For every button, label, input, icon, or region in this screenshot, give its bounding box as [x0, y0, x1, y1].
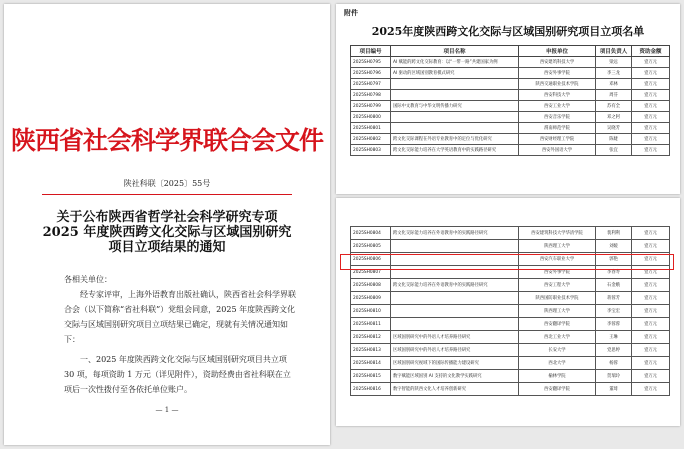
applicant-unit-cell: 西北大学	[519, 357, 596, 370]
project-name-cell	[391, 240, 519, 253]
project-number-cell: 2025SH0815	[351, 370, 391, 383]
funding-amount-cell: 壹万元	[632, 90, 670, 101]
funding-amount-cell: 壹万元	[632, 112, 670, 123]
funding-amount-cell: 壹万元	[632, 101, 670, 112]
body-paragraph-2: 一、2025 年度陕西跨文化交际与区域国别研究项目共立项 30 项，每项资助 1 万元（详见附件），资助经费由省社科联在立项后一次性拨付至各依托单位账户。	[64, 355, 291, 394]
project-lead-cell: 邓林	[596, 79, 632, 90]
project-lead-cell: 周芬	[596, 90, 632, 101]
document-number: 陕社科联〔2025〕55号	[123, 179, 211, 188]
applicant-unit-cell: 西安翻译学院	[519, 383, 596, 396]
project-number-cell: 2025SH0812	[351, 331, 391, 344]
table-row	[351, 145, 670, 156]
applicant-unit-cell: 西安科技大学	[519, 90, 596, 101]
applicant-unit-cell: 西安汽车职业大学	[519, 253, 596, 266]
project-name-cell: 数字赋能区域国别 AI 支持的文化教学实践研究	[391, 370, 519, 383]
body-paragraph-1: 经专家评审，上海外语教育出版社确认，陕西省社会科学界联合会（以下简称“省社科联”）党组会同意，2025 年度陕西跨文化交际与区域国别研究项目立项结果已确定，现就有关情况通知如下：	[64, 290, 296, 344]
red-divider-line	[42, 194, 292, 195]
funding-amount-cell: 壹万元	[632, 253, 670, 266]
project-name-cell	[391, 112, 519, 123]
project-name-cell: 区域国别研究中的外语人才培养路径研究	[391, 331, 519, 344]
project-lead-cell: 王琳	[596, 331, 632, 344]
funding-amount-cell: 壹万元	[632, 57, 670, 68]
table-row	[351, 305, 670, 318]
project-lead-cell: 杨蓉	[596, 357, 632, 370]
project-lead-cell: 李蓉蓉	[596, 318, 632, 331]
project-name-cell: 跨文化交际课程在外语专业教育中的定位与优化研究	[391, 134, 519, 145]
project-number-cell: 2025SH0806	[351, 253, 391, 266]
project-lead-cell: 党思婷	[596, 344, 632, 357]
applicant-unit-cell: 陕西理工大学	[519, 240, 596, 253]
project-name-cell: 区域国别研究中的外语人才培养路径研究	[391, 344, 519, 357]
table-row	[351, 318, 670, 331]
funding-amount-cell: 壹万元	[632, 266, 670, 279]
project-number-cell: 2025SH0801	[351, 123, 391, 134]
header-project-name: 项目名称	[391, 46, 519, 57]
project-lead-cell: 蒋蓉芳	[596, 292, 632, 305]
funding-amount-cell: 壹万元	[632, 240, 670, 253]
project-name-cell: AI 赋能的跨文化交际教育：以“一带一路”共建国家为例	[391, 57, 519, 68]
applicant-unit-cell: 西安外国语大学	[519, 145, 596, 156]
notice-title	[24, 210, 310, 255]
project-lead-cell: 邓之阿	[596, 112, 632, 123]
funding-amount-cell: 壹万元	[632, 292, 670, 305]
funding-amount-cell: 壹万元	[632, 279, 670, 292]
project-lead-cell: 吴晓芳	[596, 123, 632, 134]
funding-amount-cell: 壹万元	[632, 134, 670, 145]
project-name-cell: AI 驱动的区域国别教育模式研究	[391, 68, 519, 79]
table-row	[351, 357, 670, 370]
project-number-cell: 2025SH0797	[351, 79, 391, 90]
project-number-cell: 2025SH0799	[351, 101, 391, 112]
project-name-cell	[391, 292, 519, 305]
funding-amount-cell: 壹万元	[632, 344, 670, 357]
project-lead-cell: 刘媛	[596, 240, 632, 253]
table-row	[351, 112, 670, 123]
table-row	[351, 134, 670, 145]
table-row	[351, 266, 670, 279]
project-number-cell: 2025SH0805	[351, 240, 391, 253]
project-number-cell: 2025SH0795	[351, 57, 391, 68]
annex-title: 2025年度陕西跨文化交际与区域国别研究项目立项名单	[371, 25, 645, 38]
project-lead-cell: 李春寿	[596, 266, 632, 279]
applicant-unit-cell: 西安外事学院	[519, 266, 596, 279]
project-lead-cell: 张宜	[596, 145, 632, 156]
applicant-unit-cell: 陕西理工大学	[519, 305, 596, 318]
table-row	[351, 253, 670, 266]
project-number-cell: 2025SH0796	[351, 68, 391, 79]
table-row	[351, 292, 670, 305]
funding-amount-cell: 壹万元	[632, 370, 670, 383]
table-row	[351, 331, 670, 344]
header-project-lead: 项目负责人	[596, 46, 632, 57]
header-applicant-unit: 申报单位	[519, 46, 596, 57]
project-number-cell: 2025SH0804	[351, 227, 391, 240]
table-row	[351, 90, 670, 101]
applicant-unit-cell: 西北工业大学	[519, 331, 596, 344]
project-name-cell	[391, 253, 519, 266]
page-number: — 1 —	[155, 406, 179, 414]
project-number-cell: 2025SH0814	[351, 357, 391, 370]
notice-title-line-2: 2025 年度陕西跨文化交际与区域国别研究	[42, 225, 292, 240]
table-row	[351, 227, 670, 240]
project-number-cell: 2025SH0808	[351, 279, 391, 292]
project-number-cell: 2025SH0810	[351, 305, 391, 318]
table-row	[351, 370, 670, 383]
table-row	[351, 68, 670, 79]
project-number-cell: 2025SH0809	[351, 292, 391, 305]
project-name-cell: 跨文化交际能力培养在外语教育中的实践路径研究	[391, 227, 519, 240]
project-name-cell	[391, 318, 519, 331]
project-number-cell: 2025SH0807	[351, 266, 391, 279]
project-name-cell	[391, 123, 519, 134]
project-lead-cell: 石金娥	[596, 279, 632, 292]
project-name-cell: 跨文化交际能力培养在大学英语教育中的实践路径研究	[391, 145, 519, 156]
applicant-unit-cell: 西安建筑科技大学	[519, 57, 596, 68]
table-row	[351, 101, 670, 112]
project-number-cell: 2025SH0800	[351, 112, 391, 123]
project-name-cell	[391, 90, 519, 101]
project-list-table	[350, 45, 670, 156]
annex-page-1	[336, 4, 680, 194]
applicant-unit-cell: 西安工程大学	[519, 279, 596, 292]
project-number-cell: 2025SH0802	[351, 134, 391, 145]
applicant-unit-cell: 陕西交通职业技术学院	[519, 79, 596, 90]
project-list-table-continued	[350, 226, 670, 396]
table-row	[351, 383, 670, 396]
project-number-cell: 2025SH0816	[351, 383, 391, 396]
funding-amount-cell: 壹万元	[632, 305, 670, 318]
project-lead-cell: 苏有全	[596, 101, 632, 112]
project-lead-cell: 梁远	[596, 57, 632, 68]
funding-amount-cell: 壹万元	[632, 79, 670, 90]
project-name-cell	[391, 79, 519, 90]
applicant-unit-cell: 陕西国防职业技术学院	[519, 292, 596, 305]
project-name-cell	[391, 305, 519, 318]
project-lead-cell: 李三龙	[596, 68, 632, 79]
table-row	[351, 279, 670, 292]
applicant-unit-cell: 西安财经理工学院	[519, 134, 596, 145]
project-name-cell: 跨文化交际能力培养在外语教育中的实践路径研究	[391, 279, 519, 292]
applicant-unit-cell: 西安外事学院	[519, 68, 596, 79]
applicant-unit-cell: 渭南师范学院	[519, 123, 596, 134]
project-lead-cell: 董琦	[596, 383, 632, 396]
table-row	[351, 240, 670, 253]
header-project-number: 项目编号	[351, 46, 391, 57]
table-row	[351, 57, 670, 68]
applicant-unit-cell: 西安音乐学院	[519, 112, 596, 123]
applicant-unit-cell: 西安工业大学	[519, 101, 596, 112]
project-lead-cell: 贺瑞玲	[596, 370, 632, 383]
table-header-row	[351, 46, 670, 57]
project-lead-cell: 李宝宏	[596, 305, 632, 318]
salutation: 各相关单位：	[64, 275, 112, 284]
project-lead-cell: 裴利利	[596, 227, 632, 240]
funding-amount-cell: 壹万元	[632, 227, 670, 240]
funding-amount-cell: 壹万元	[632, 68, 670, 79]
project-lead-cell: 郭艳	[596, 253, 632, 266]
table-row	[351, 123, 670, 134]
applicant-unit-cell: 西安翻译学院	[519, 318, 596, 331]
red-letterhead: 陕西省社会科学界联合会文件	[10, 126, 323, 155]
notice-title-line-3: 项目立项结果的通知	[108, 240, 226, 255]
funding-amount-cell: 壹万元	[632, 357, 670, 370]
notice-title-line-1: 关于公布陕西省哲学社会科学研究专项	[56, 210, 278, 225]
funding-amount-cell: 壹万元	[632, 318, 670, 331]
project-number-cell: 2025SH0813	[351, 344, 391, 357]
project-number-cell: 2025SH0798	[351, 90, 391, 101]
applicant-unit-cell: 西安建筑科技大学华清学院	[519, 227, 596, 240]
project-name-cell: 区域国别研究视域下的国际传播能力建设研究	[391, 357, 519, 370]
table-row	[351, 344, 670, 357]
notice-document-page	[4, 4, 330, 445]
header-funding-amount: 资助金额	[632, 46, 670, 57]
table-row	[351, 79, 670, 90]
funding-amount-cell: 壹万元	[632, 383, 670, 396]
project-lead-cell: 陈婕	[596, 134, 632, 145]
funding-amount-cell: 壹万元	[632, 123, 670, 134]
funding-amount-cell: 壹万元	[632, 145, 670, 156]
applicant-unit-cell: 长安大学	[519, 344, 596, 357]
funding-amount-cell: 壹万元	[632, 331, 670, 344]
annex-page-2	[336, 198, 680, 426]
project-name-cell: 国际中文教育与中华文明传播力研究	[391, 101, 519, 112]
project-number-cell: 2025SH0803	[351, 145, 391, 156]
annex-label: 附件	[344, 8, 358, 17]
project-name-cell	[391, 266, 519, 279]
project-number-cell: 2025SH0811	[351, 318, 391, 331]
applicant-unit-cell: 榆林学院	[519, 370, 596, 383]
project-name-cell: 数字智能的陕西文化人才培养创新研究	[391, 383, 519, 396]
